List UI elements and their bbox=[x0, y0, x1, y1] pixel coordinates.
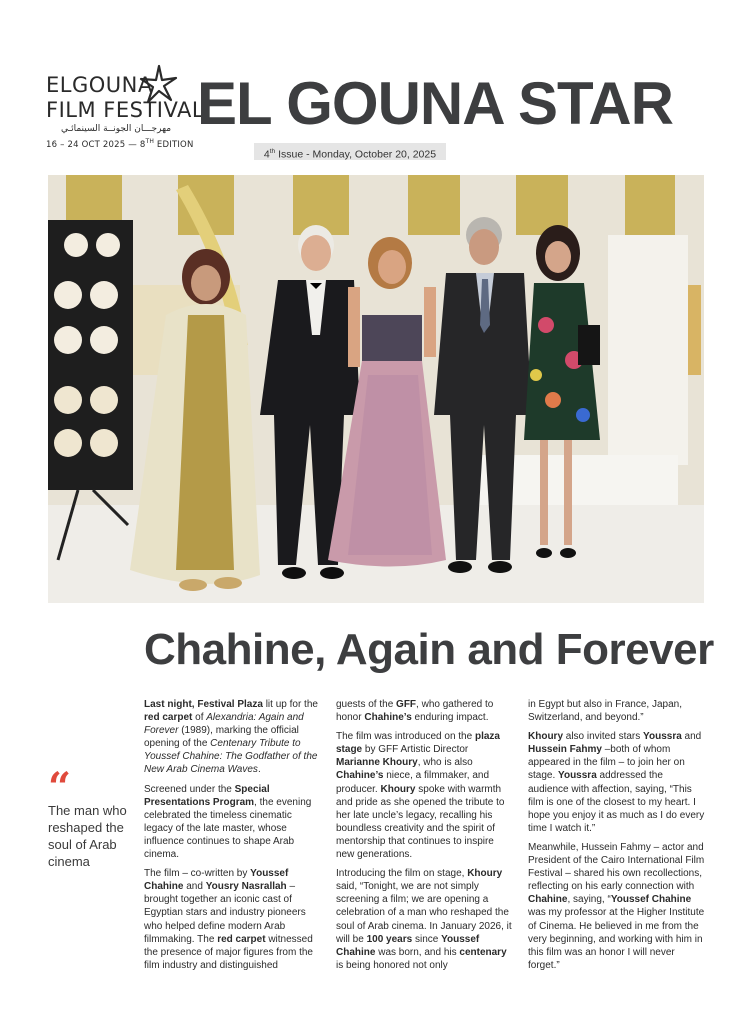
pull-quote: The man who reshaped the soul of Arab cinema bbox=[48, 803, 127, 869]
festival-logo bbox=[46, 64, 205, 154]
article-column-1 bbox=[144, 698, 322, 978]
paragraph: Last night, Festival Plaza lit up for the red carpet of Alexandria: Again and Forever (1989), marking the official opening of the Centenary Tribute to Youssef Chahine: The Godfather of the New Arab Cinema Waves. bbox=[144, 699, 318, 776]
logo-arabic-text: مهرجـــان الجونــة السينمائـي bbox=[60, 124, 172, 134]
paragraph: Khoury also invited stars Youssra and Hussein Fahmy –both of whom appeared in the film – to join her on stage. Youssra addressed the audience with affection, saying, “This film is one of the closest to my heart. I hope you enjoy it as much as I do every time I watch it.” bbox=[528, 731, 705, 834]
red-carpet-photo bbox=[48, 175, 704, 603]
paragraph: guests of the GFF, who gathered to honor Chahine’s enduring impact. bbox=[336, 699, 494, 724]
paragraph: Screened under the Special Presentations Program, the evening celebrated the timeless cinematic legacy of the late master, whose influence continues to shape Arab cinema. bbox=[144, 783, 312, 861]
article-headline: Chahine, Again and Forever bbox=[144, 625, 714, 674]
paragraph: in Egypt but also in France, Japan, Switzerland, and beyond.” bbox=[528, 699, 682, 724]
festival-dates: 16 – 24 OCT 2025 — 8TH EDITION bbox=[46, 138, 194, 150]
issue-date-bar: 4th Issue - Monday, October 20, 2025 bbox=[254, 143, 446, 160]
paragraph: Meanwhile, Hussein Fahmy – actor and President of the Cairo International Film Festival – shared his own recollections, reflecting on his early connection with Chahine, saying, “Youssef Chahine was my professor at the Higher Institute of Cinema. He believed in me from the very beginning, and working with him in this film was an honor I will never forget.” bbox=[528, 841, 705, 971]
paragraph: Introducing the film on stage, Khoury said, “Tonight, we are not simply screening a film; we are opening a celebration of a man who reshaped the soul of Arab cinema. In January 2026, it will be 100 years since Youssef Chahine was born, and his centenary is being honored not only bbox=[336, 868, 512, 971]
logo-line-elgouna: ELGOUNA bbox=[46, 73, 153, 97]
paragraph: The film – co-written by Youssef Chahine and Yousry Nasrallah – brought together an iconic cast of Egyptian stars and industry pioneers who helped define modern Arab filmmaking. The red carpet witnessed the presence of major figures from the film industry and distinguished bbox=[144, 868, 313, 971]
logo-line-film-festival: FILM FESTIVAL bbox=[46, 98, 205, 122]
article-column-3 bbox=[528, 698, 706, 978]
newspaper-masthead: EL GOUNA STAR bbox=[197, 70, 673, 137]
paragraph: The film was introduced on the plaza stage by GFF Artistic Director Marianne Khoury, who is also Chahine’s niece, a filmmaker, and producer. Khoury spoke with warmth and pride as she opened the tribute to her late uncle’s legacy, recalling his boundless creativity and the spirit of mentorship that continues to inspire new generations. bbox=[336, 731, 505, 861]
quote-mark-icon: “ bbox=[48, 764, 72, 811]
article-column-2 bbox=[336, 698, 514, 978]
